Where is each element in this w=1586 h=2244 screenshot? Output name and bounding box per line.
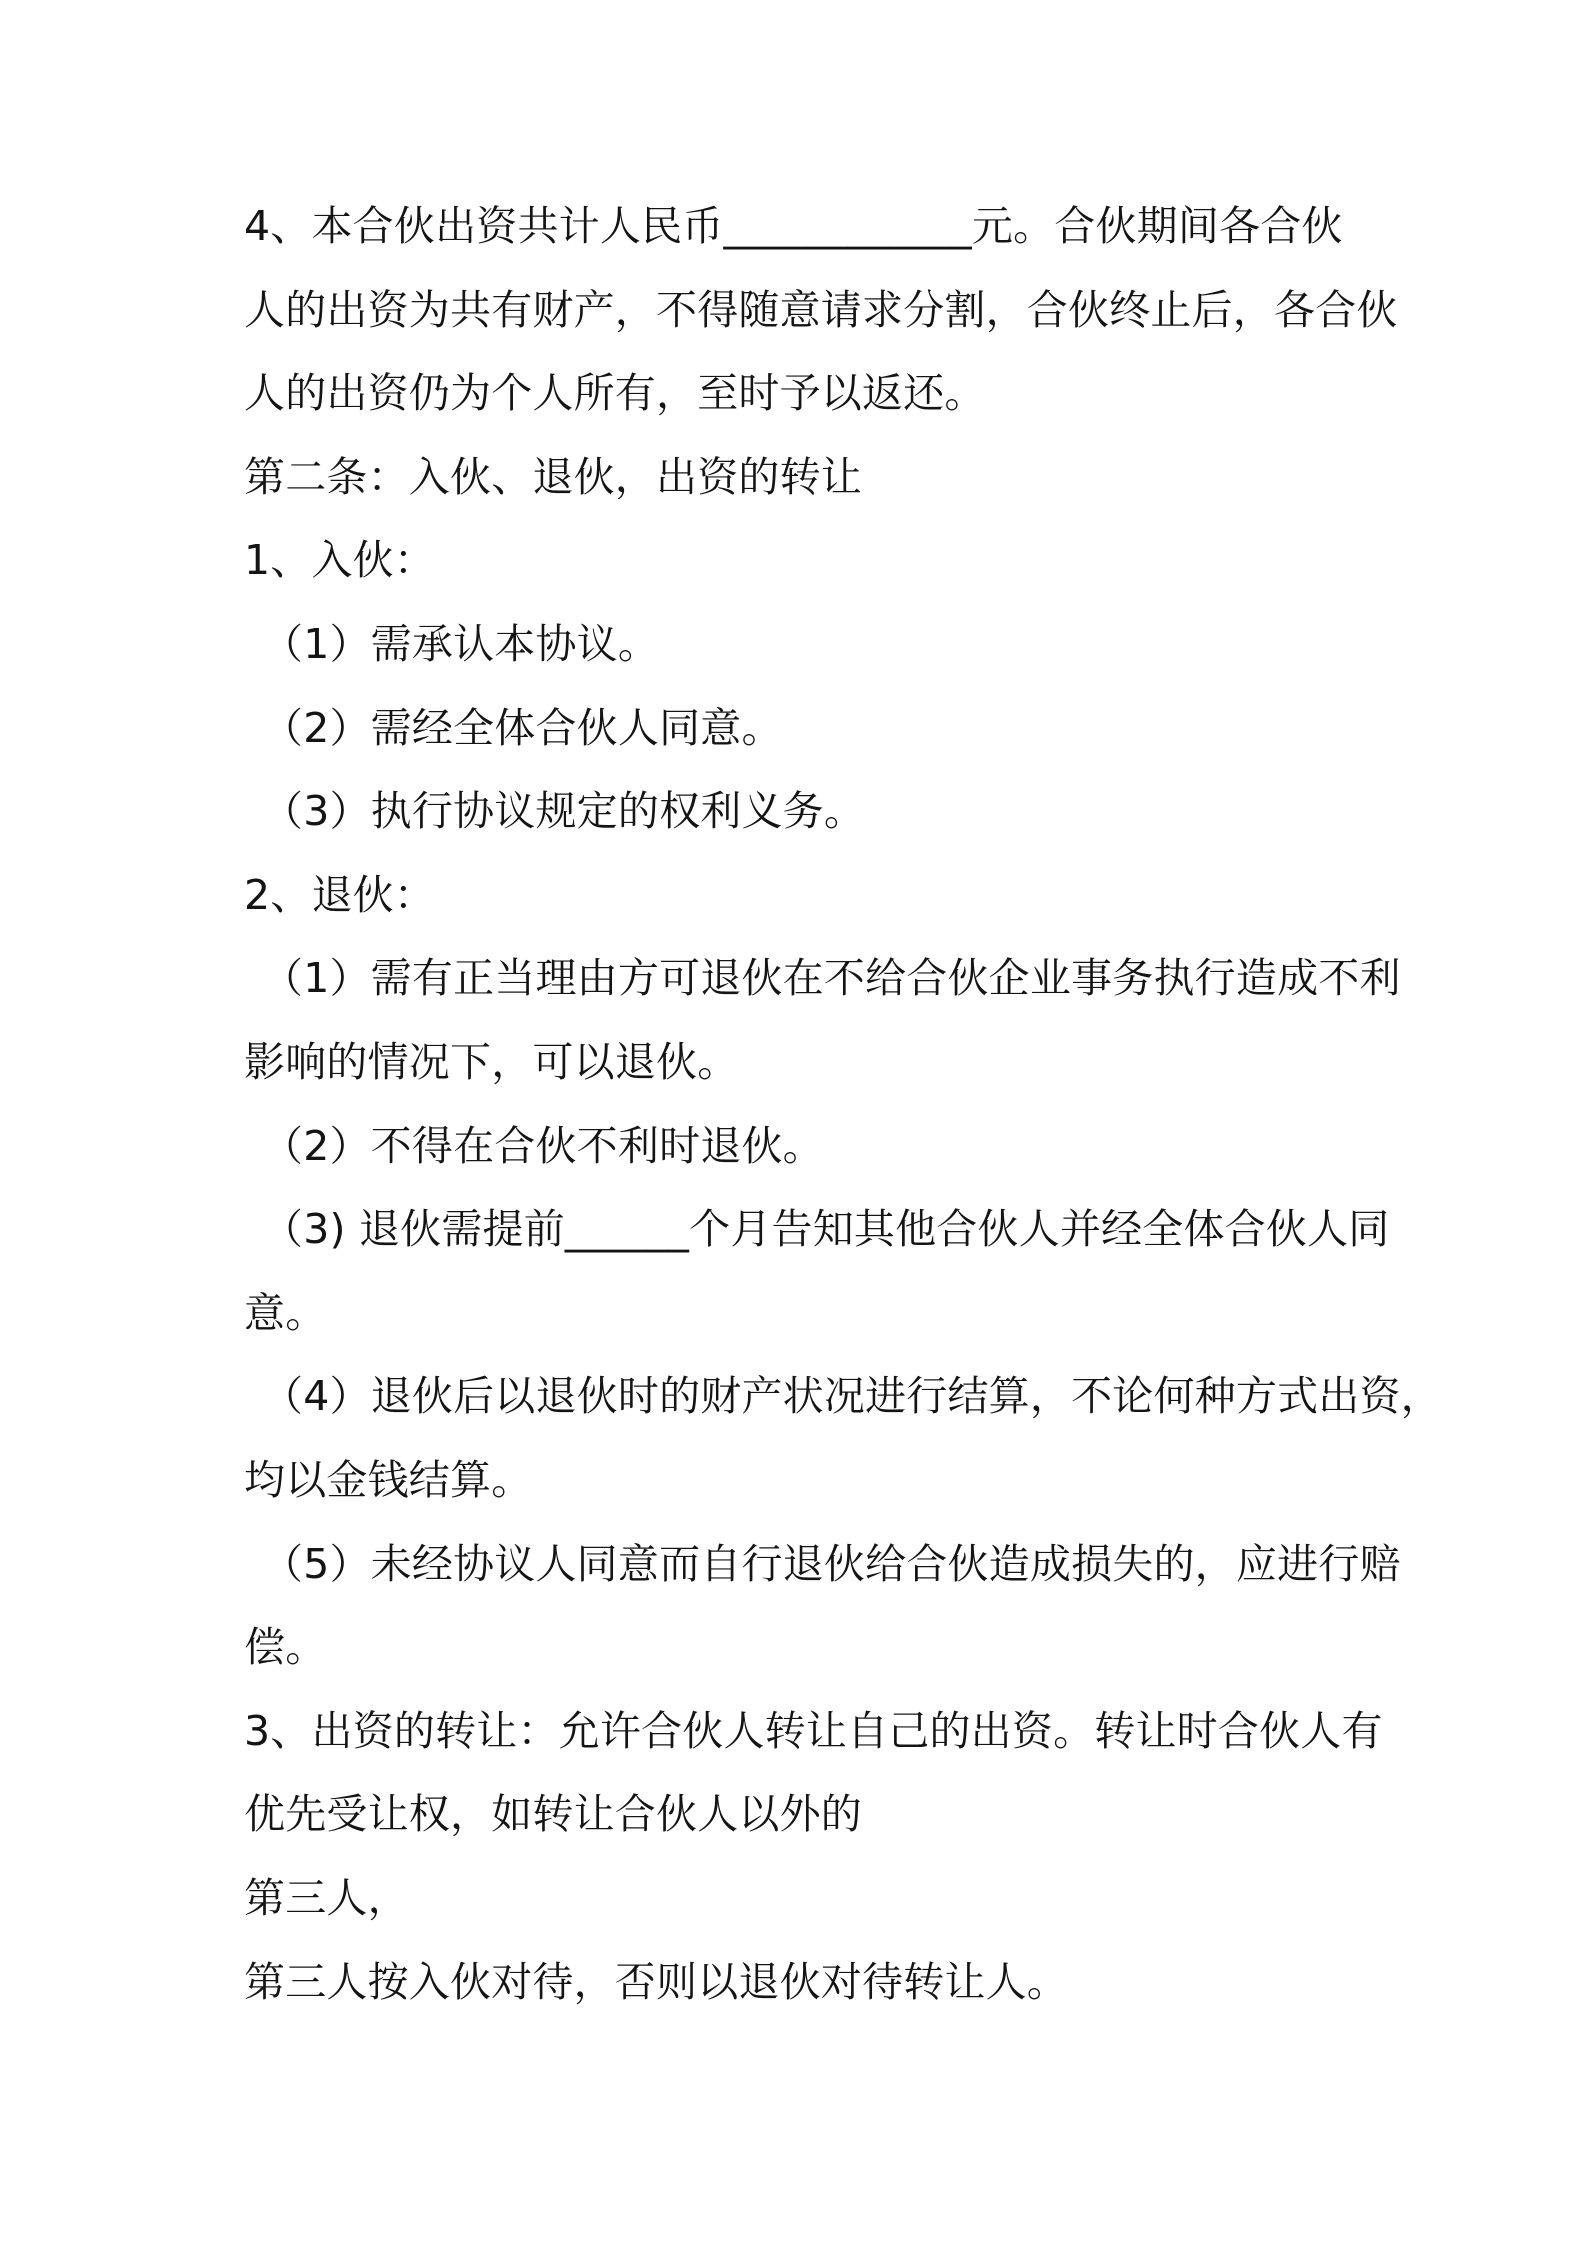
text-line: 人的出资为共有财产，不得随意请求分割，合伙终止后，各合伙	[244, 286, 1398, 334]
text-line: （1）需有正当理由方可退伙在不给合伙企业事务执行造成不利	[262, 954, 1401, 1002]
text-line: 意。	[244, 1289, 327, 1337]
text-line: 1、入伙：	[244, 536, 436, 584]
text-line: 影响的情况下，可以退伙。	[244, 1038, 739, 1086]
text-line: 4、本合伙出资共计人民币____________元。合伙期间各合伙	[244, 202, 1343, 250]
text-line: 人的出资仍为个人所有，至时予以返还。	[244, 369, 986, 417]
text-line: 第三人按入伙对待，否则以退伙对待转让人。	[244, 1958, 1068, 2006]
text-line: 3、出资的转让：允许合伙人转让自己的出资。转让时合伙人有	[244, 1707, 1383, 1755]
text-line: （3）执行协议规定的权利义务。	[262, 787, 866, 835]
text-line: 均以金钱结算。	[244, 1456, 533, 1504]
text-line: 偿。	[244, 1623, 327, 1671]
text-line: 优先受让权，如转让合伙人以外的	[244, 1790, 862, 1838]
text-line: 2、退伙：	[244, 871, 436, 919]
text-line: （4）退伙后以退伙时的财产状况进行结算，不论何种方式出资，	[262, 1372, 1442, 1420]
section-heading: 第二条：入伙、退伙，出资的转让	[244, 453, 862, 501]
text-line: （1）需承认本协议。	[262, 620, 660, 668]
text-line: （2）不得在合伙不利时退伙。	[262, 1122, 824, 1170]
text-line: 第三人，	[244, 1874, 409, 1922]
text-line: （3) 退伙需提前______个月告知其他合伙人并经全体合伙人同	[262, 1205, 1390, 1253]
text-line: （2）需经全体合伙人同意。	[262, 704, 783, 752]
text-line: （5）未经协议人同意而自行退伙给合伙造成损失的，应进行赔	[262, 1540, 1401, 1588]
